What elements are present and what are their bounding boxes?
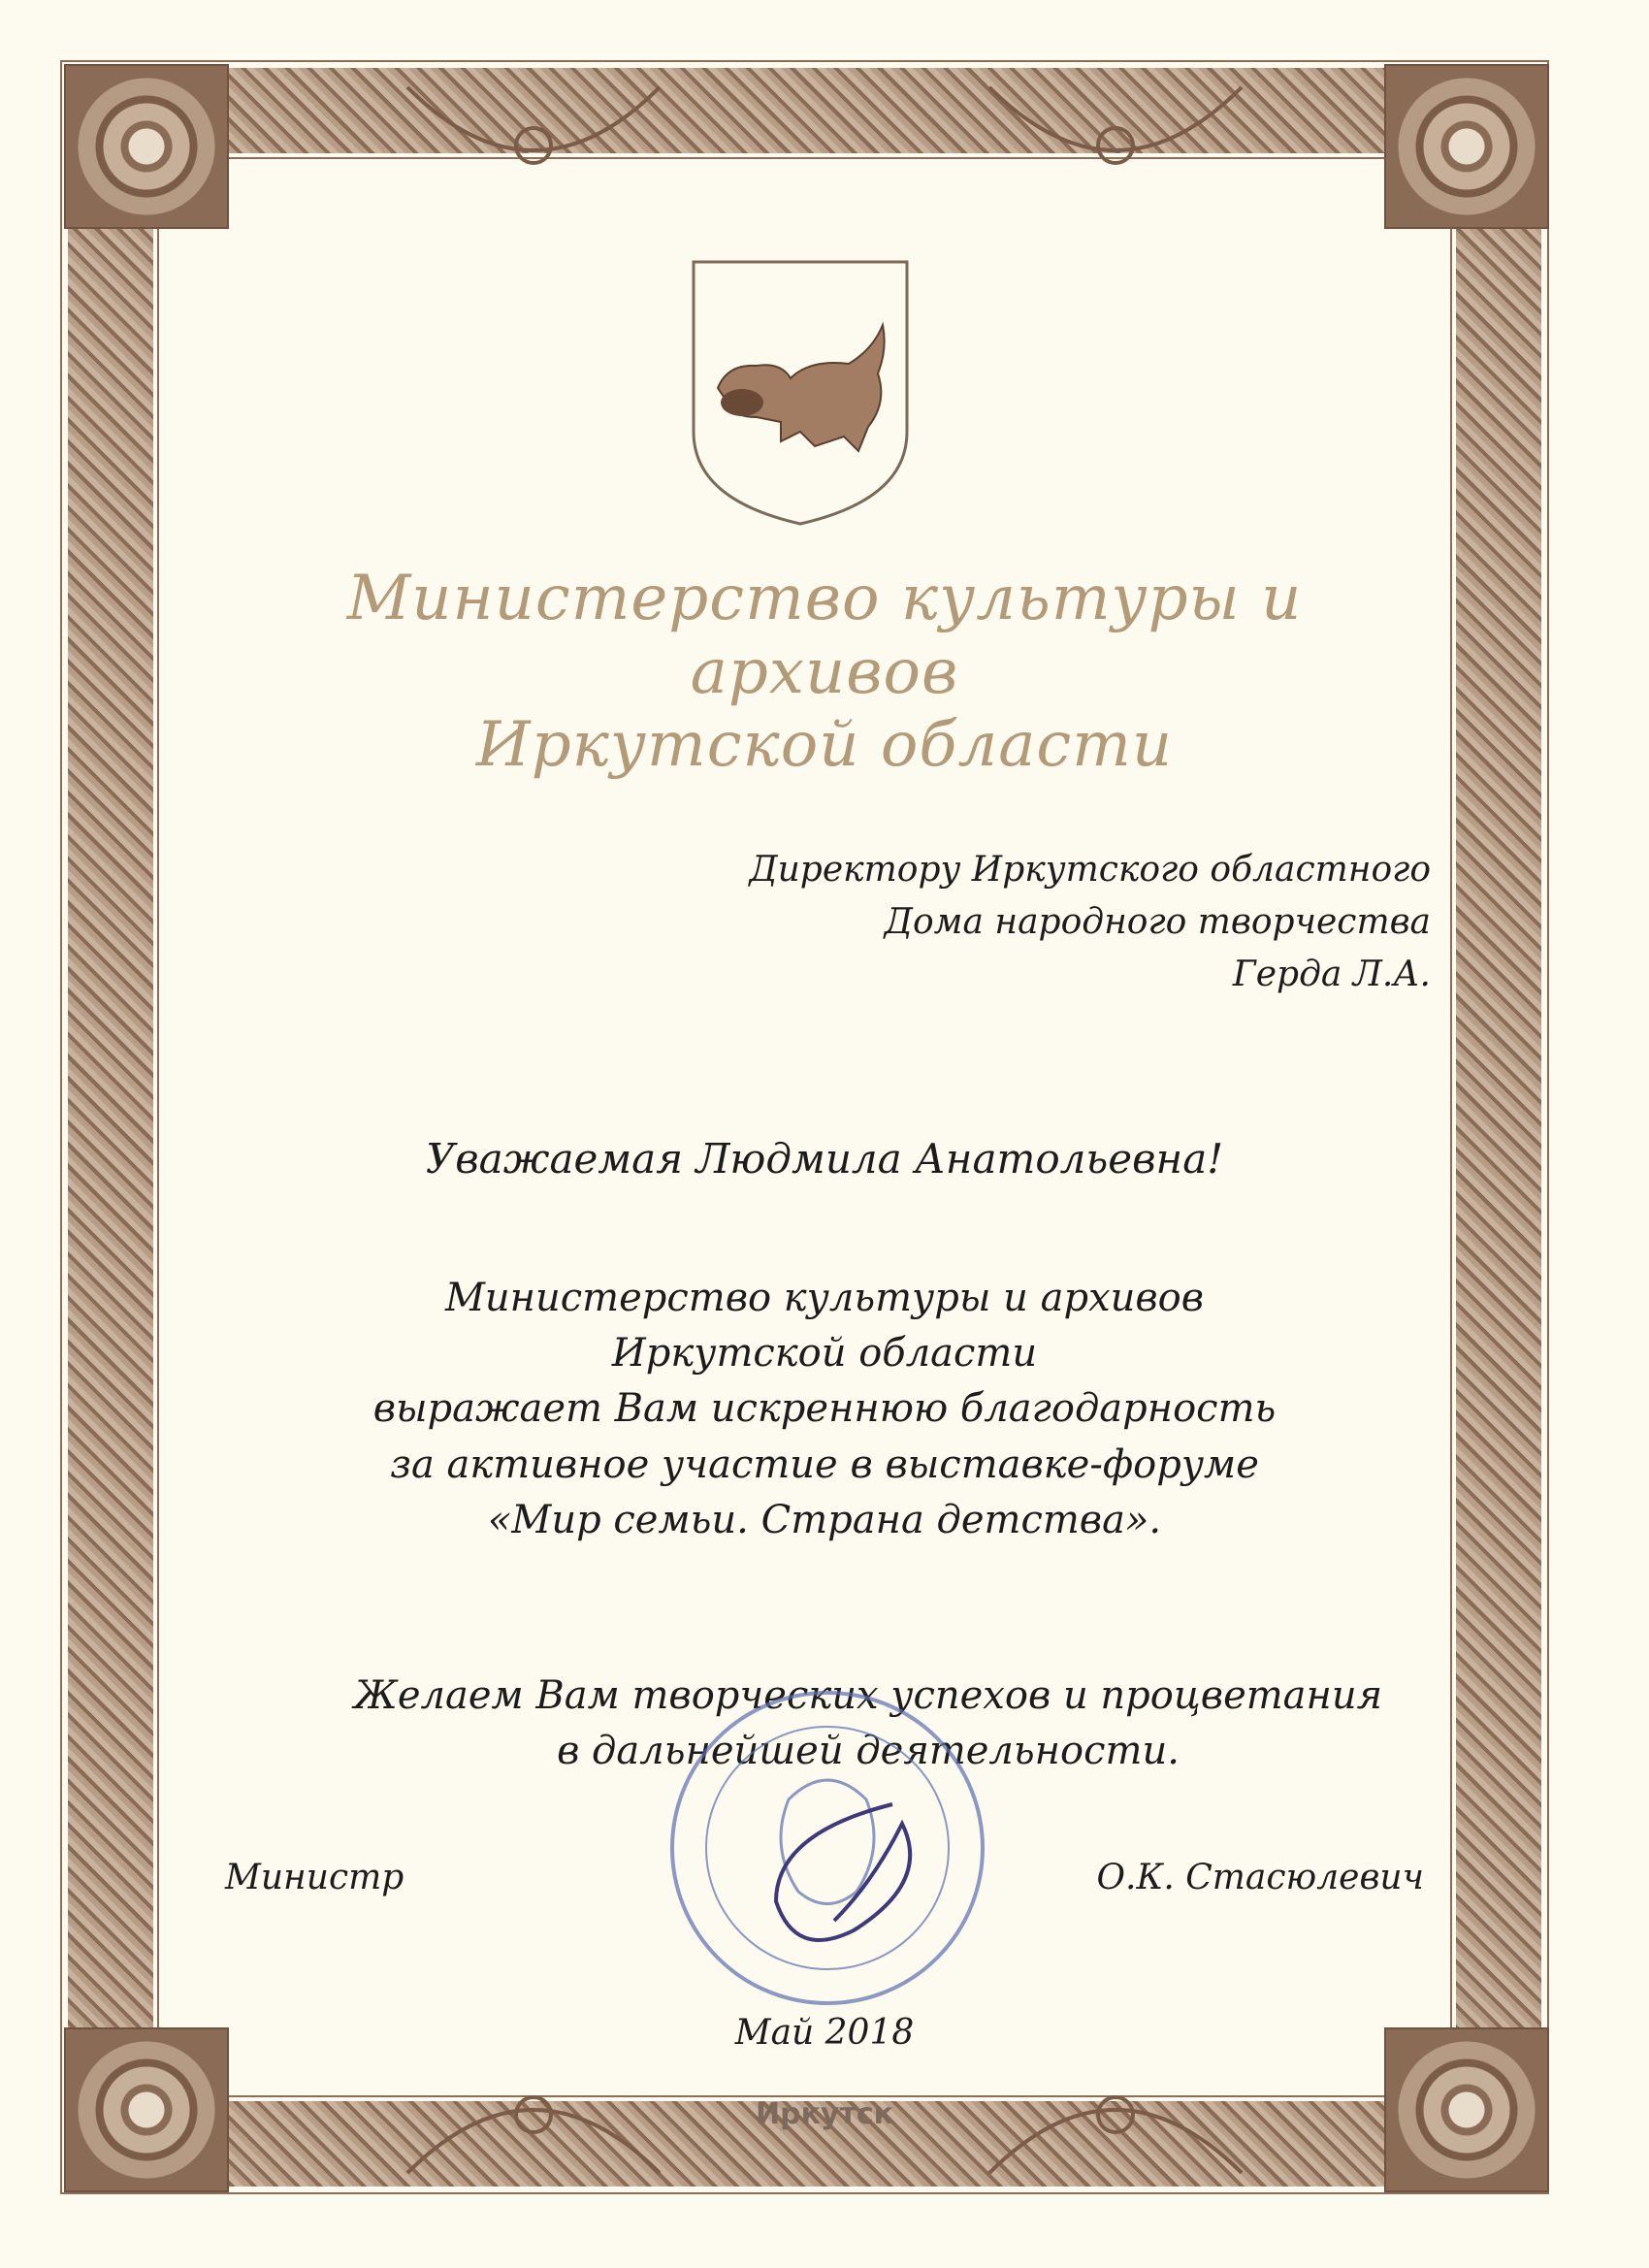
ministry-title — [233, 563, 1416, 783]
top-ornament-left — [388, 68, 679, 213]
corner-rosette-top-left — [64, 64, 229, 229]
city-name: Иркутск — [755, 2097, 894, 2131]
gratitude-text — [320, 1271, 1329, 1548]
gratitude-line: за активное участие в выставке-форуме — [390, 1442, 1259, 1487]
addressee-block — [655, 844, 1431, 1001]
signer-name: О.К. Стасюлевич — [1096, 1858, 1424, 1897]
handwritten-signature — [737, 1766, 951, 1979]
document-date: Май 2018 — [734, 2013, 915, 2053]
top-ornament-right — [970, 68, 1261, 213]
addressee-line: Директору Иркутского областного — [749, 850, 1431, 890]
signer-position: Министр — [225, 1858, 404, 1897]
gratitude-line: Иркутской области — [611, 1331, 1038, 1377]
gratitude-line: выражает Вам искреннюю благодарность — [372, 1386, 1277, 1432]
addressee-line: Дома народного творчества — [884, 902, 1431, 942]
greeting: Уважаемая Людмила Анатольевна! — [425, 1135, 1224, 1183]
event-name: «Мир семьи. Страна детства». — [487, 1497, 1162, 1542]
wish-line: в дальнейшей деятельности. — [557, 1729, 1180, 1774]
coat-of-arms-emblem — [689, 257, 912, 529]
addressee-name: Герда Л.А. — [1232, 955, 1431, 994]
corner-rosette-top-right — [1384, 64, 1549, 229]
ministry-title-line1: Министерство культуры и архивов — [346, 563, 1303, 708]
ministry-title-line2: Иркутской области — [475, 709, 1174, 782]
gratitude-line: Министерство культуры и архивов — [444, 1276, 1205, 1320]
wish-line: Желаем Вам творческих успехов и процветания — [353, 1673, 1383, 1718]
